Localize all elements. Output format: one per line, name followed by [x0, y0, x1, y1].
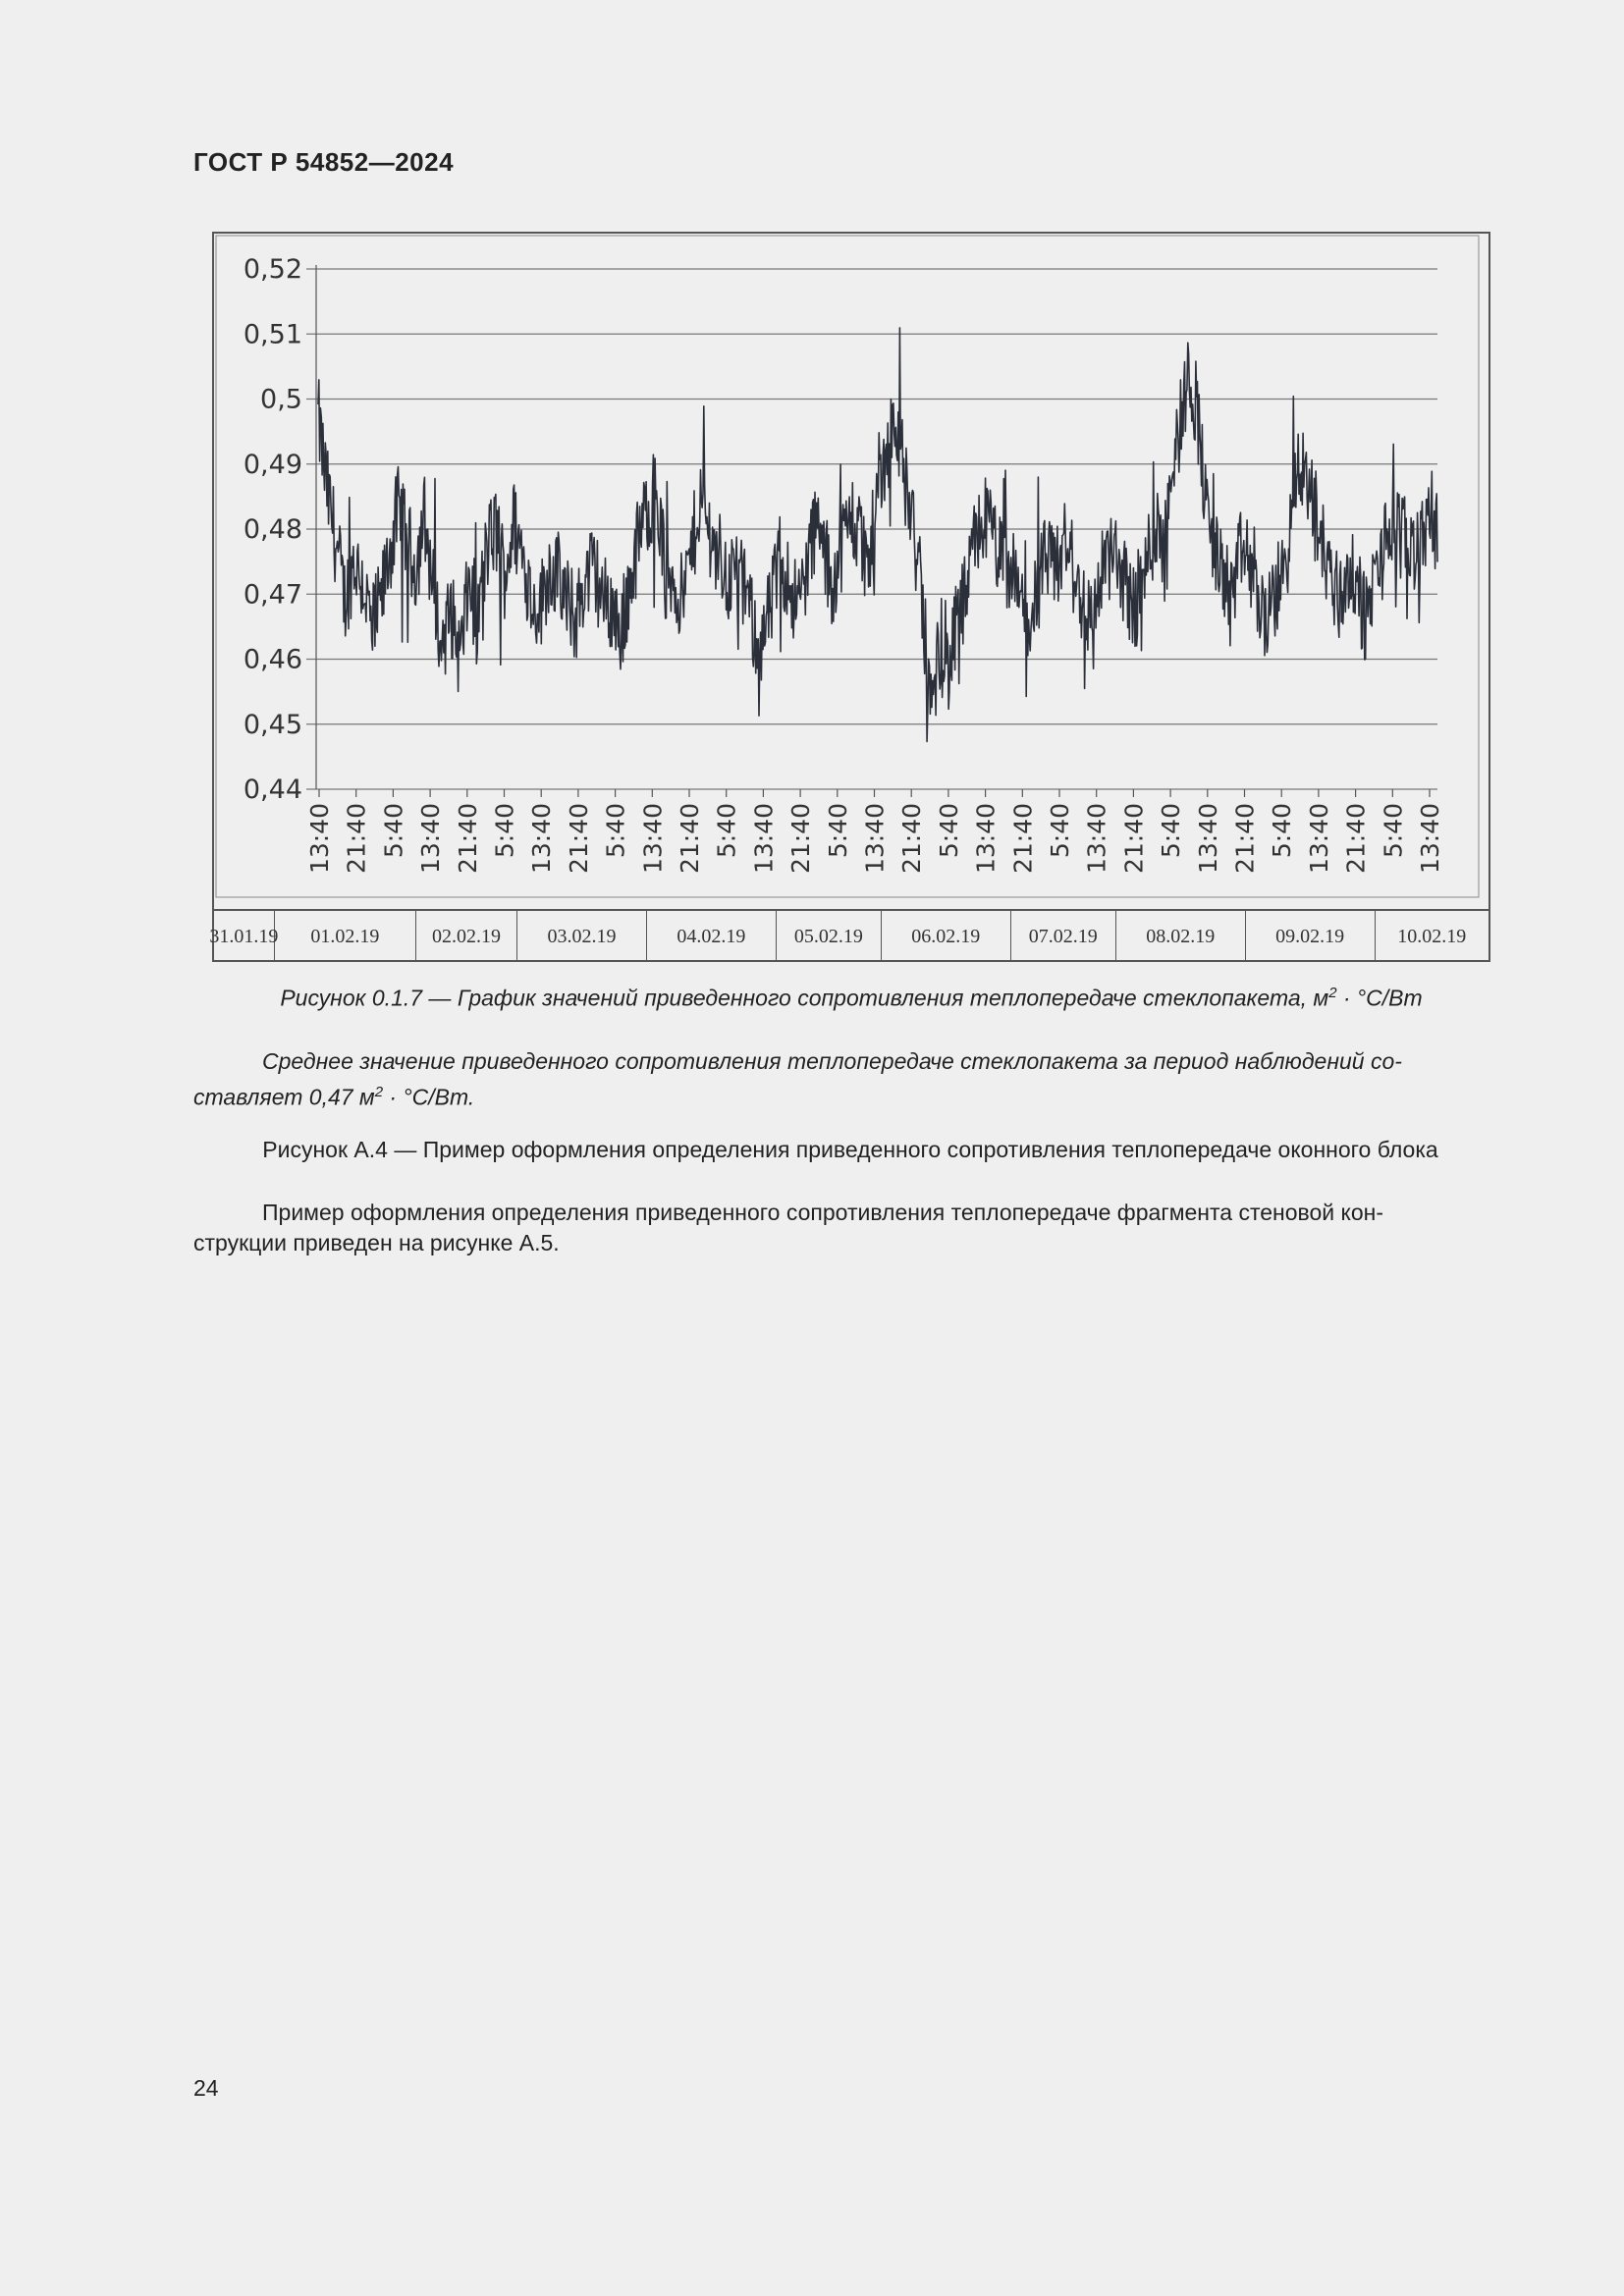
- x-tick-label: 5:40: [1268, 803, 1297, 859]
- body-line-2: струкции приведен на рисунке А.5.: [193, 1230, 560, 1255]
- figure-title: Рисунок А.4 — Пример оформления определения приведенного сопротивления теплопередаче оконного блока: [262, 1137, 1438, 1162]
- y-tick-label: 0,51: [243, 319, 302, 350]
- x-tick-label: 5:40: [379, 803, 408, 859]
- x-tick-label: 5:40: [934, 803, 963, 859]
- date-cell: 09.02.19: [1246, 911, 1376, 962]
- date-cell: 02.02.19: [416, 911, 517, 962]
- x-tick-label: 13:40: [527, 803, 557, 875]
- note-paragraph: [193, 1046, 1507, 1113]
- figure-caption-text: Рисунок 0.1.7 — График значений приведенного сопротивления теплопередаче стеклопакета, м: [280, 985, 1329, 1011]
- x-tick-label: 5:40: [1157, 803, 1186, 859]
- date-cell: 01.02.19: [275, 911, 416, 962]
- date-cell: 10.02.19: [1397, 925, 1467, 947]
- x-tick-label: 5:40: [490, 803, 519, 859]
- x-tick-label: 21:40: [1008, 803, 1038, 875]
- date-cell: 31.01.19: [214, 911, 275, 962]
- x-tick-label: 13:40: [638, 803, 668, 875]
- x-tick-label: 13:40: [1193, 803, 1222, 875]
- x-tick-label: 21:40: [786, 803, 816, 875]
- x-tick-label: 21:40: [342, 803, 371, 875]
- series-line: [318, 328, 1437, 742]
- body-paragraph: [193, 1198, 1507, 1258]
- x-tick-label: 21:40: [453, 803, 482, 875]
- x-tick-label: 5:40: [823, 803, 852, 859]
- x-tick-label: 21:40: [1230, 803, 1260, 875]
- x-tick-label: 13:40: [1304, 803, 1333, 875]
- x-tick-label: 13:40: [305, 803, 334, 875]
- date-cell: 06.02.19: [882, 911, 1011, 962]
- y-tick-label: 0,47: [243, 579, 302, 611]
- x-tick-label: 5:40: [601, 803, 630, 859]
- x-tick-label: 5:40: [1379, 803, 1408, 859]
- x-tick-label: 13:40: [416, 803, 446, 875]
- x-tick-label: 21:40: [676, 803, 704, 875]
- x-tick-label: 5:40: [1046, 803, 1074, 859]
- y-tick-label: 0,52: [243, 254, 302, 285]
- y-tick-label: 0,45: [243, 709, 302, 740]
- document-header: ГОСТ Р 54852—2024: [193, 147, 455, 177]
- x-tick-label: 13:40: [1416, 803, 1444, 875]
- y-tick-label: 0,49: [243, 449, 302, 480]
- date-cell: 07.02.19: [1011, 911, 1116, 962]
- y-tick-label: 0,5: [260, 384, 302, 415]
- x-tick-label: 21:40: [897, 803, 927, 875]
- body-line-1: Пример оформления определения приведенного сопротивления теплопередаче фрагмента стеновой кон-: [262, 1200, 1383, 1225]
- figure-caption: [212, 985, 1490, 1012]
- page-number: 24: [193, 2075, 219, 2101]
- chart: [214, 234, 1489, 909]
- y-tick-label: 0,48: [243, 514, 302, 545]
- date-cell: 04.02.19: [647, 911, 777, 962]
- note-unit: · °С/Вт.: [383, 1084, 475, 1110]
- date-cell: 03.02.19: [517, 911, 647, 962]
- chart-figure: [209, 232, 1490, 962]
- x-tick-label: 21:40: [564, 803, 593, 875]
- note-sup: 2: [374, 1084, 384, 1100]
- x-tick-label: 13:40: [749, 803, 779, 875]
- x-tick-label: 5:40: [712, 803, 741, 859]
- y-tick-label: 0,44: [243, 774, 302, 805]
- note-line-1: Среднее значение приведенного сопротивления теплопередаче стеклопакета за период наблюдений со-: [262, 1048, 1402, 1074]
- date-cell: 05.02.19: [777, 911, 882, 962]
- x-tick-label: 13:40: [1082, 803, 1111, 875]
- x-tick-label: 21:40: [1341, 803, 1371, 875]
- x-tick-label: 21:40: [1119, 803, 1149, 875]
- date-cell: 08.02.19: [1116, 911, 1246, 962]
- figure-caption-unit: · °С/Вт: [1336, 985, 1423, 1011]
- note-line-2: ставляет 0,47 м: [193, 1084, 375, 1110]
- figure-caption-sup: 2: [1328, 985, 1337, 1001]
- date-row: [209, 909, 1489, 962]
- y-tick-label: 0,46: [243, 644, 302, 675]
- x-tick-label: 13:40: [860, 803, 890, 875]
- x-tick-label: 13:40: [971, 803, 1001, 875]
